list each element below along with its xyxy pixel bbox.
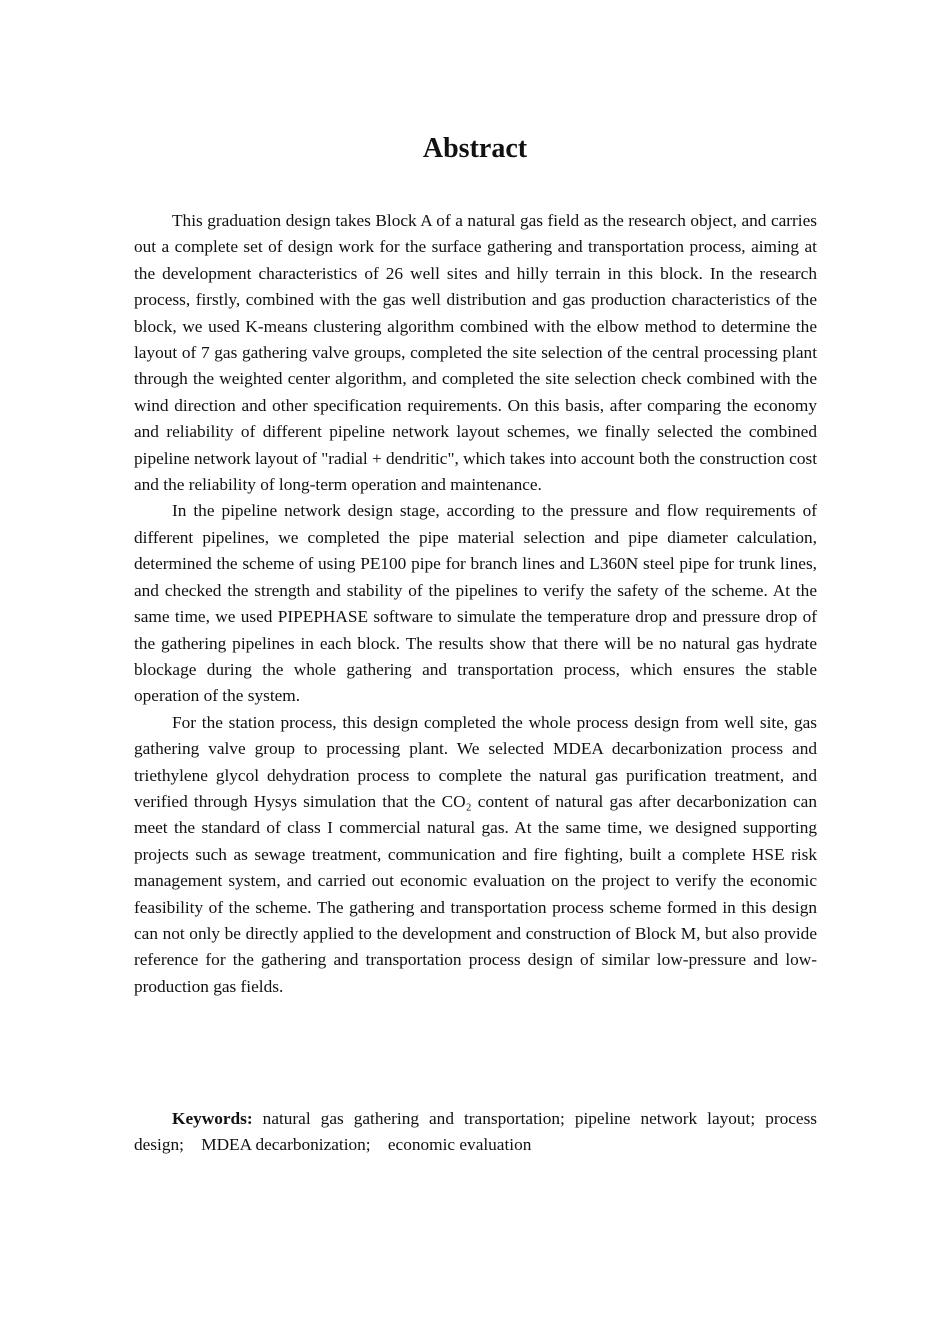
keywords-label: Keywords: [172,1109,253,1128]
keyword-item: process design; [134,1109,818,1155]
abstract-body [134,208,817,1000]
keyword-item: pipeline network layout; [574,1109,756,1128]
abstract-paragraph: This graduation design takes Block A of a natural gas field as the research object, and carries out a complete set of design work for the surface gathering and transportation process, aiming at the development characteristics of 26 well sites and hilly terrain in this block. In the research process, firstly, combined with the gas well distribution and gas production characteristics of the block, we used K-means clustering algorithm combined with the elbow method to determine the layout of 7 gas gathering valve groups, completed the site selection of the central processing plant through the weighted center algorithm, and completed the site selection check combined with the wind direction and other specification requirements. On this basis, after comparing the economy and reliability of different pipeline network layout schemes, we finally selected the combined pipeline network layout of "radial + dendritic", which takes into account both the construction cost and the reliability of long-term operation and maintenance. [134,211,817,495]
keywords-line [134,1106,817,1159]
page-title: Abstract [422,133,528,164]
abstract-paragraph: For the station process, this design completed the whole process design from well site, gas gathering valve group to processing plant. We selected MDEA decarbonization process and triethylene glycol dehydration process to complete the natural gas purification treatment, and verified through Hysys simulation that the CO₂ content of natural gas after decarbonization can meet the standard of class I commercial natural gas. At the same time, we designed supporting projects such as sewage treatment, communication and fire fighting, built a complete HSE risk management system, and carried out economic evaluation on the project to verify the economic feasibility of the scheme. The gathering and transportation process scheme formed in this design can not only be directly applied to the development and construction of Block M, but also provide reference for the gathering and transportation process design of similar low-pressure and low-production gas fields. [134,712,817,996]
abstract-paragraph: In the pipeline network design stage, according to the pressure and flow requirements of different pipelines, we completed the pipe material selection and pipe diameter calculation, determined the scheme of using PE100 pipe for branch lines and L360N steel pipe for trunk lines, and checked the strength and stability of the pipelines to verify the safety of the scheme. At the same time, we used PIPEPHASE software to simulate the temperature drop and pressure drop of the gathering pipelines in each block. The results show that there will be no natural gas hydrate blockage during the whole gathering and transportation process, which ensures the stable operation of the system. [134,501,817,706]
keyword-item: economic evaluation [387,1135,532,1155]
keyword-item: MDEA decarbonization; [201,1135,371,1155]
keyword-item: natural gas gathering and transportation; [262,1109,565,1128]
